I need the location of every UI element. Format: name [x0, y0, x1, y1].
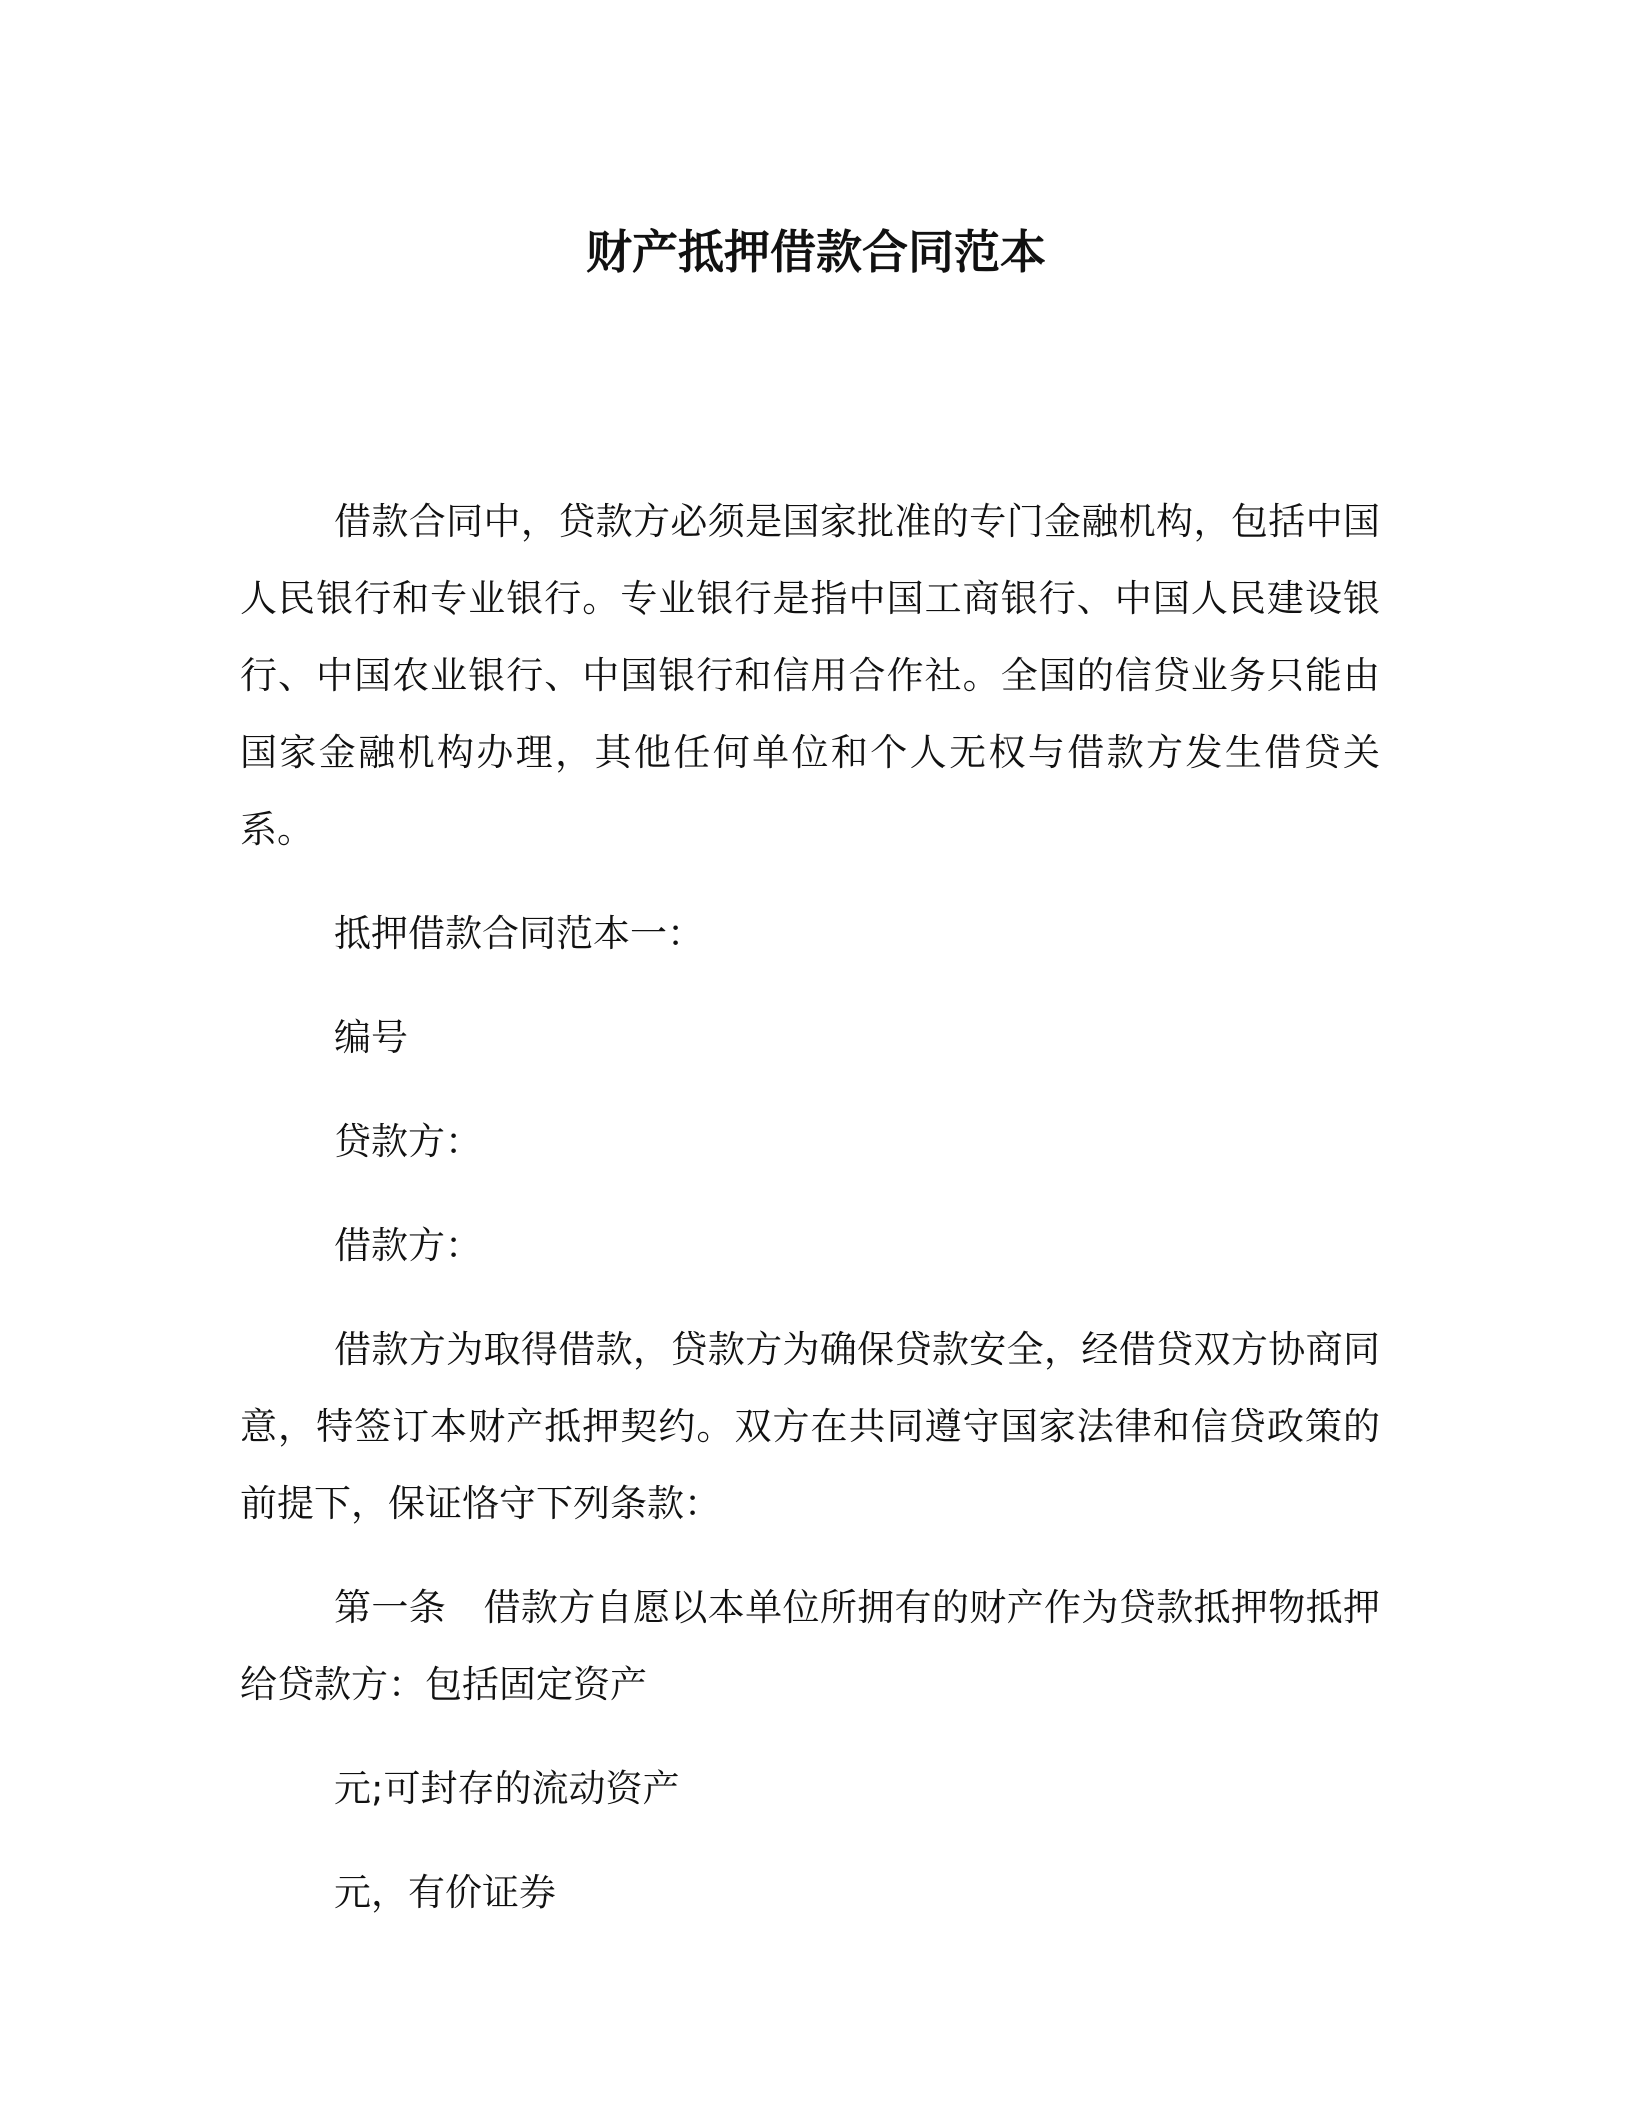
document-title: 财产抵押借款合同范本	[586, 225, 1046, 279]
borrower-label: 借款方：	[334, 1224, 482, 1267]
intro-paragraph: 借款合同中，贷款方必须是国家批准的专门金融机构，包括中国人民银行和专业银行。专业银行是指中国工商银行、中国人民建设银行、中国农业银行、中国银行和信用合作社。全国的信贷业务只能由国家金融机构办理，其他任何单位和个人无权与借款方发生借贷关系。	[240, 500, 1380, 851]
lender-label: 贷款方：	[334, 1120, 482, 1163]
preamble-paragraph: 借款方为取得借款，贷款方为确保贷款安全，经借贷双方协商同意，特签订本财产抵押契约。双方在共同遵守国家法律和信贷政策的前提下，保证恪守下列条款：	[240, 1328, 1380, 1525]
document-body	[240, 483, 1380, 1931]
contract-number-label: 编号	[334, 1016, 408, 1059]
article-one: 第一条 借款方自愿以本单位所拥有的财产作为贷款抵押物抵押给贷款方：包括固定资产	[240, 1586, 1380, 1706]
current-assets-line: 元;可封存的流动资产	[334, 1767, 680, 1810]
contract-sample-heading: 抵押借款合同范本一：	[334, 912, 704, 955]
securities-line: 元，有价证券	[334, 1871, 556, 1914]
